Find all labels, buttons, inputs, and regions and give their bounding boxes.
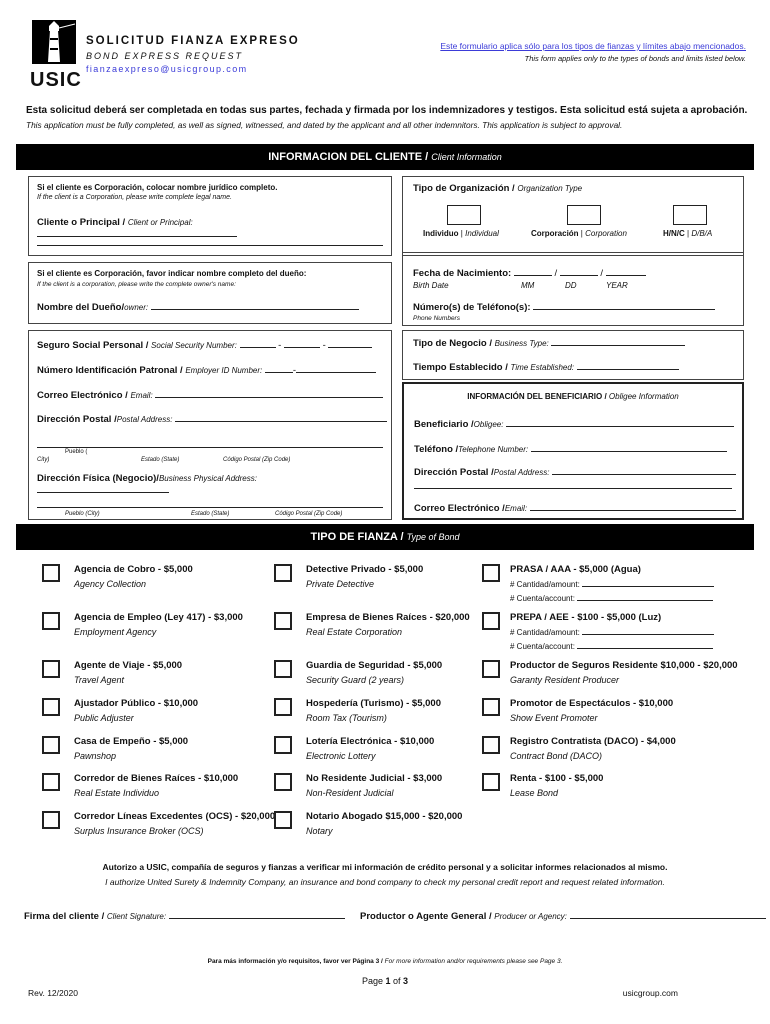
client-name-field-2[interactable] (37, 237, 383, 246)
bond-label: Agencia de Empleo (Ley 417) - $3,000 (74, 612, 243, 623)
client-signature-field[interactable] (169, 910, 345, 919)
notice-en: This form applies only to the types of bonds and limits listed below. (524, 54, 746, 63)
prasa-account-field[interactable] (577, 592, 713, 601)
more-info-en: For more information and/or requirements please see Page 3. (384, 958, 563, 965)
bond-checkbox[interactable] (42, 698, 60, 716)
bond-checkbox[interactable] (482, 698, 500, 716)
birth-phone-panel: Fecha de Nacimiento: / / Birth Date MM DD YEAR Número(s) de Teléfono(s): Phone Numbers (402, 252, 744, 326)
org-checkbox-dba[interactable] (673, 205, 707, 225)
bond-checkbox[interactable] (42, 564, 60, 582)
bond-checkbox[interactable] (42, 612, 60, 630)
org-checkbox-corporation[interactable] (567, 205, 601, 225)
more-info-es: Para más información y/o requisitos, favor ver Página 3 / (207, 958, 385, 965)
bond-checkbox[interactable] (42, 811, 60, 829)
bond-checkbox[interactable] (274, 660, 292, 678)
physical-address-field[interactable] (37, 484, 169, 493)
employer-id-field-2[interactable] (296, 364, 376, 373)
client-name-panel: Si el cliente es Corporación, colocar nombre jurídico completo. If the client is a Corporation, please write complete legal name. Cliente o Principal / Client or Principal: (28, 176, 392, 256)
notice-link[interactable]: Este formulario aplica sólo para los tipos de fianzas y límites abajo mencionados. (440, 41, 746, 51)
client-name-field[interactable] (37, 228, 237, 237)
ssn-field-3[interactable] (328, 339, 372, 348)
bond-label: Hospedería (Turismo) - $5,000 (306, 698, 441, 709)
corp-note-es: Si el cliente es Corporación, colocar nombre jurídico completo. (37, 183, 278, 192)
bond-checkbox[interactable] (274, 811, 292, 829)
bond-label: Notario Abogado $15,000 - $20,000 (306, 811, 463, 822)
bond-checkbox[interactable] (482, 773, 500, 791)
bond-checkbox[interactable] (482, 660, 500, 678)
bond-label: Promotor de Espectáculos - $10,000 (510, 698, 674, 709)
prepa-account-field[interactable] (577, 640, 713, 649)
bond-label: Registro Contratista (DACO) - $4,000 (510, 736, 676, 747)
birth-year-field[interactable] (606, 267, 646, 276)
intro-en: This application must be fully completed, as well as signed, witnessed, and dated by the applicant and all other indemnitors. This application is subject to approval. (26, 120, 623, 130)
client-info-header: INFORMACION DEL CLIENTE / Client Information (16, 144, 754, 170)
physical-address-field-2[interactable] (37, 499, 383, 508)
lighthouse-icon (30, 18, 78, 66)
birth-mm-field[interactable] (514, 267, 552, 276)
page-number: Page 1 of 3 (361, 976, 409, 986)
prasa-amount-field[interactable] (582, 578, 714, 587)
employer-id-field-1[interactable] (265, 364, 293, 373)
form-subtitle: BOND EXPRESS REQUEST (86, 51, 244, 61)
bond-checkbox[interactable] (274, 736, 292, 754)
bond-label: Corredor Líneas Excedentes (OCS) - $20,000 (74, 811, 276, 822)
obligee-email-field[interactable] (530, 502, 736, 511)
bond-checkbox[interactable] (274, 773, 292, 791)
revision: Rev. 12/2020 (28, 988, 78, 998)
org-type-panel: Tipo de Organización / Organization Type Individuo | Individual Corporación | Corporation H/N/C | D/B/A (402, 176, 744, 256)
corp-note-en: If the client is a Corporation, please write complete legal name. (37, 194, 232, 201)
bond-label: Renta - $100 - $5,000 (510, 773, 604, 784)
bond-checkbox[interactable] (482, 736, 500, 754)
obligee-postal-field[interactable] (552, 466, 736, 475)
ssn-field-1[interactable] (240, 339, 276, 348)
bond-checkbox[interactable] (482, 564, 500, 582)
bond-label: Detective Privado - $5,000 (306, 564, 424, 575)
bond-label: Productor de Seguros Residente $10,000 - $20,000 (510, 660, 738, 671)
phone-numbers-field[interactable] (533, 301, 715, 310)
business-panel: Tipo de Negocio / Business Type: Tiempo Establecido / Time Established: (402, 330, 744, 380)
bond-checkbox[interactable] (274, 612, 292, 630)
bond-label: Agencia de Cobro - $5,000 (74, 564, 193, 575)
bond-label: PREPA / AEE - $100 - $5,000 (Luz) (510, 612, 662, 623)
authorization-es: Autorizo a USIC, compañía de seguros y fianzas a verificar mi información de crédito personal y a solicitar informes relacionados al mismo. (102, 862, 668, 872)
bond-checkbox[interactable] (42, 773, 60, 791)
obligee-phone-field[interactable] (531, 443, 727, 452)
form-title: SOLICITUD FIANZA EXPRESO (86, 35, 300, 47)
bond-label: Lotería Electrónica - $10,000 (306, 736, 435, 747)
owner-panel: Si el cliente es Corporación, favor indicar nombre completo del dueño: If the client is a corporation, please write the complete owner's name: Nombre del Dueño/owner: (28, 262, 392, 324)
bond-label: PRASA / AAA - $5,000 (Agua) (510, 564, 641, 575)
bond-label: Empresa de Bienes Raíces - $20,000 (306, 612, 470, 623)
obligee-field[interactable] (506, 418, 734, 427)
bond-checkbox[interactable] (42, 660, 60, 678)
email-link[interactable]: fianzaexpreso@usicgroup.com (86, 64, 248, 74)
obligee-postal-field-2[interactable] (414, 480, 732, 489)
bond-label: No Residente Judicial - $3,000 (306, 773, 443, 784)
owner-name-field[interactable] (151, 301, 359, 310)
client-postal-field[interactable] (175, 413, 387, 422)
bond-label: Casa de Empeño - $5,000 (74, 736, 189, 747)
producer-agency-field[interactable] (570, 910, 766, 919)
beneficiary-panel: INFORMACIÓN DEL BENEFICIARIO / Obligee Information Beneficiario /Obligee: Teléfono /Telephone Number: Dirección Postal /Postal Address: Correo Electrónico /Email: (402, 382, 744, 520)
logo-text: USIC (30, 69, 82, 91)
authorization-en: I authorize United Surety & Indemnity Company, an insurance and bond company to check my personal credit report and request related information. (105, 877, 665, 887)
bond-checkbox[interactable] (482, 612, 500, 630)
intro-es: Esta solicitud deberá ser completada en todas sus partes, fechada y firmada por los indemnizadores y testigos. Esta solicitud está sujeta a aprobación. (26, 105, 748, 116)
client-email-field[interactable] (155, 389, 383, 398)
prepa-amount-field[interactable] (582, 626, 714, 635)
bond-checkbox[interactable] (274, 698, 292, 716)
birth-dd-field[interactable] (560, 267, 598, 276)
client-details-panel: Seguro Social Personal / Social Security Number: - - Número Identificación Patronal / Employer ID Number: - Correo Electrónico / Email: Dirección Postal /Postal Address: Pueblo ( City) Estado (State) Código Postal (Zip Code) Dirección Física (Negocio)/Business Physical Address: Pueblo (City) Estado (State) Código Postal (Zip Code) (28, 330, 392, 520)
bond-checkbox[interactable] (42, 736, 60, 754)
time-established-field[interactable] (577, 361, 679, 370)
business-type-field[interactable] (551, 337, 685, 346)
org-checkbox-individual[interactable] (447, 205, 481, 225)
website: usicgroup.com (622, 988, 678, 998)
bond-label: Corredor de Bienes Raíces - $10,000 (74, 773, 239, 784)
bond-label: Guardia de Seguridad - $5,000 (306, 660, 443, 671)
ssn-field-2[interactable] (284, 339, 320, 348)
bond-type-header: TIPO DE FIANZA / Type of Bond (16, 524, 754, 550)
bond-label: Agente de Viaje - $5,000 (74, 660, 183, 671)
client-postal-field-2[interactable] (37, 439, 383, 448)
bond-label: Ajustador Público - $10,000 (74, 698, 199, 709)
usic-logo (30, 18, 82, 91)
bond-checkbox[interactable] (274, 564, 292, 582)
